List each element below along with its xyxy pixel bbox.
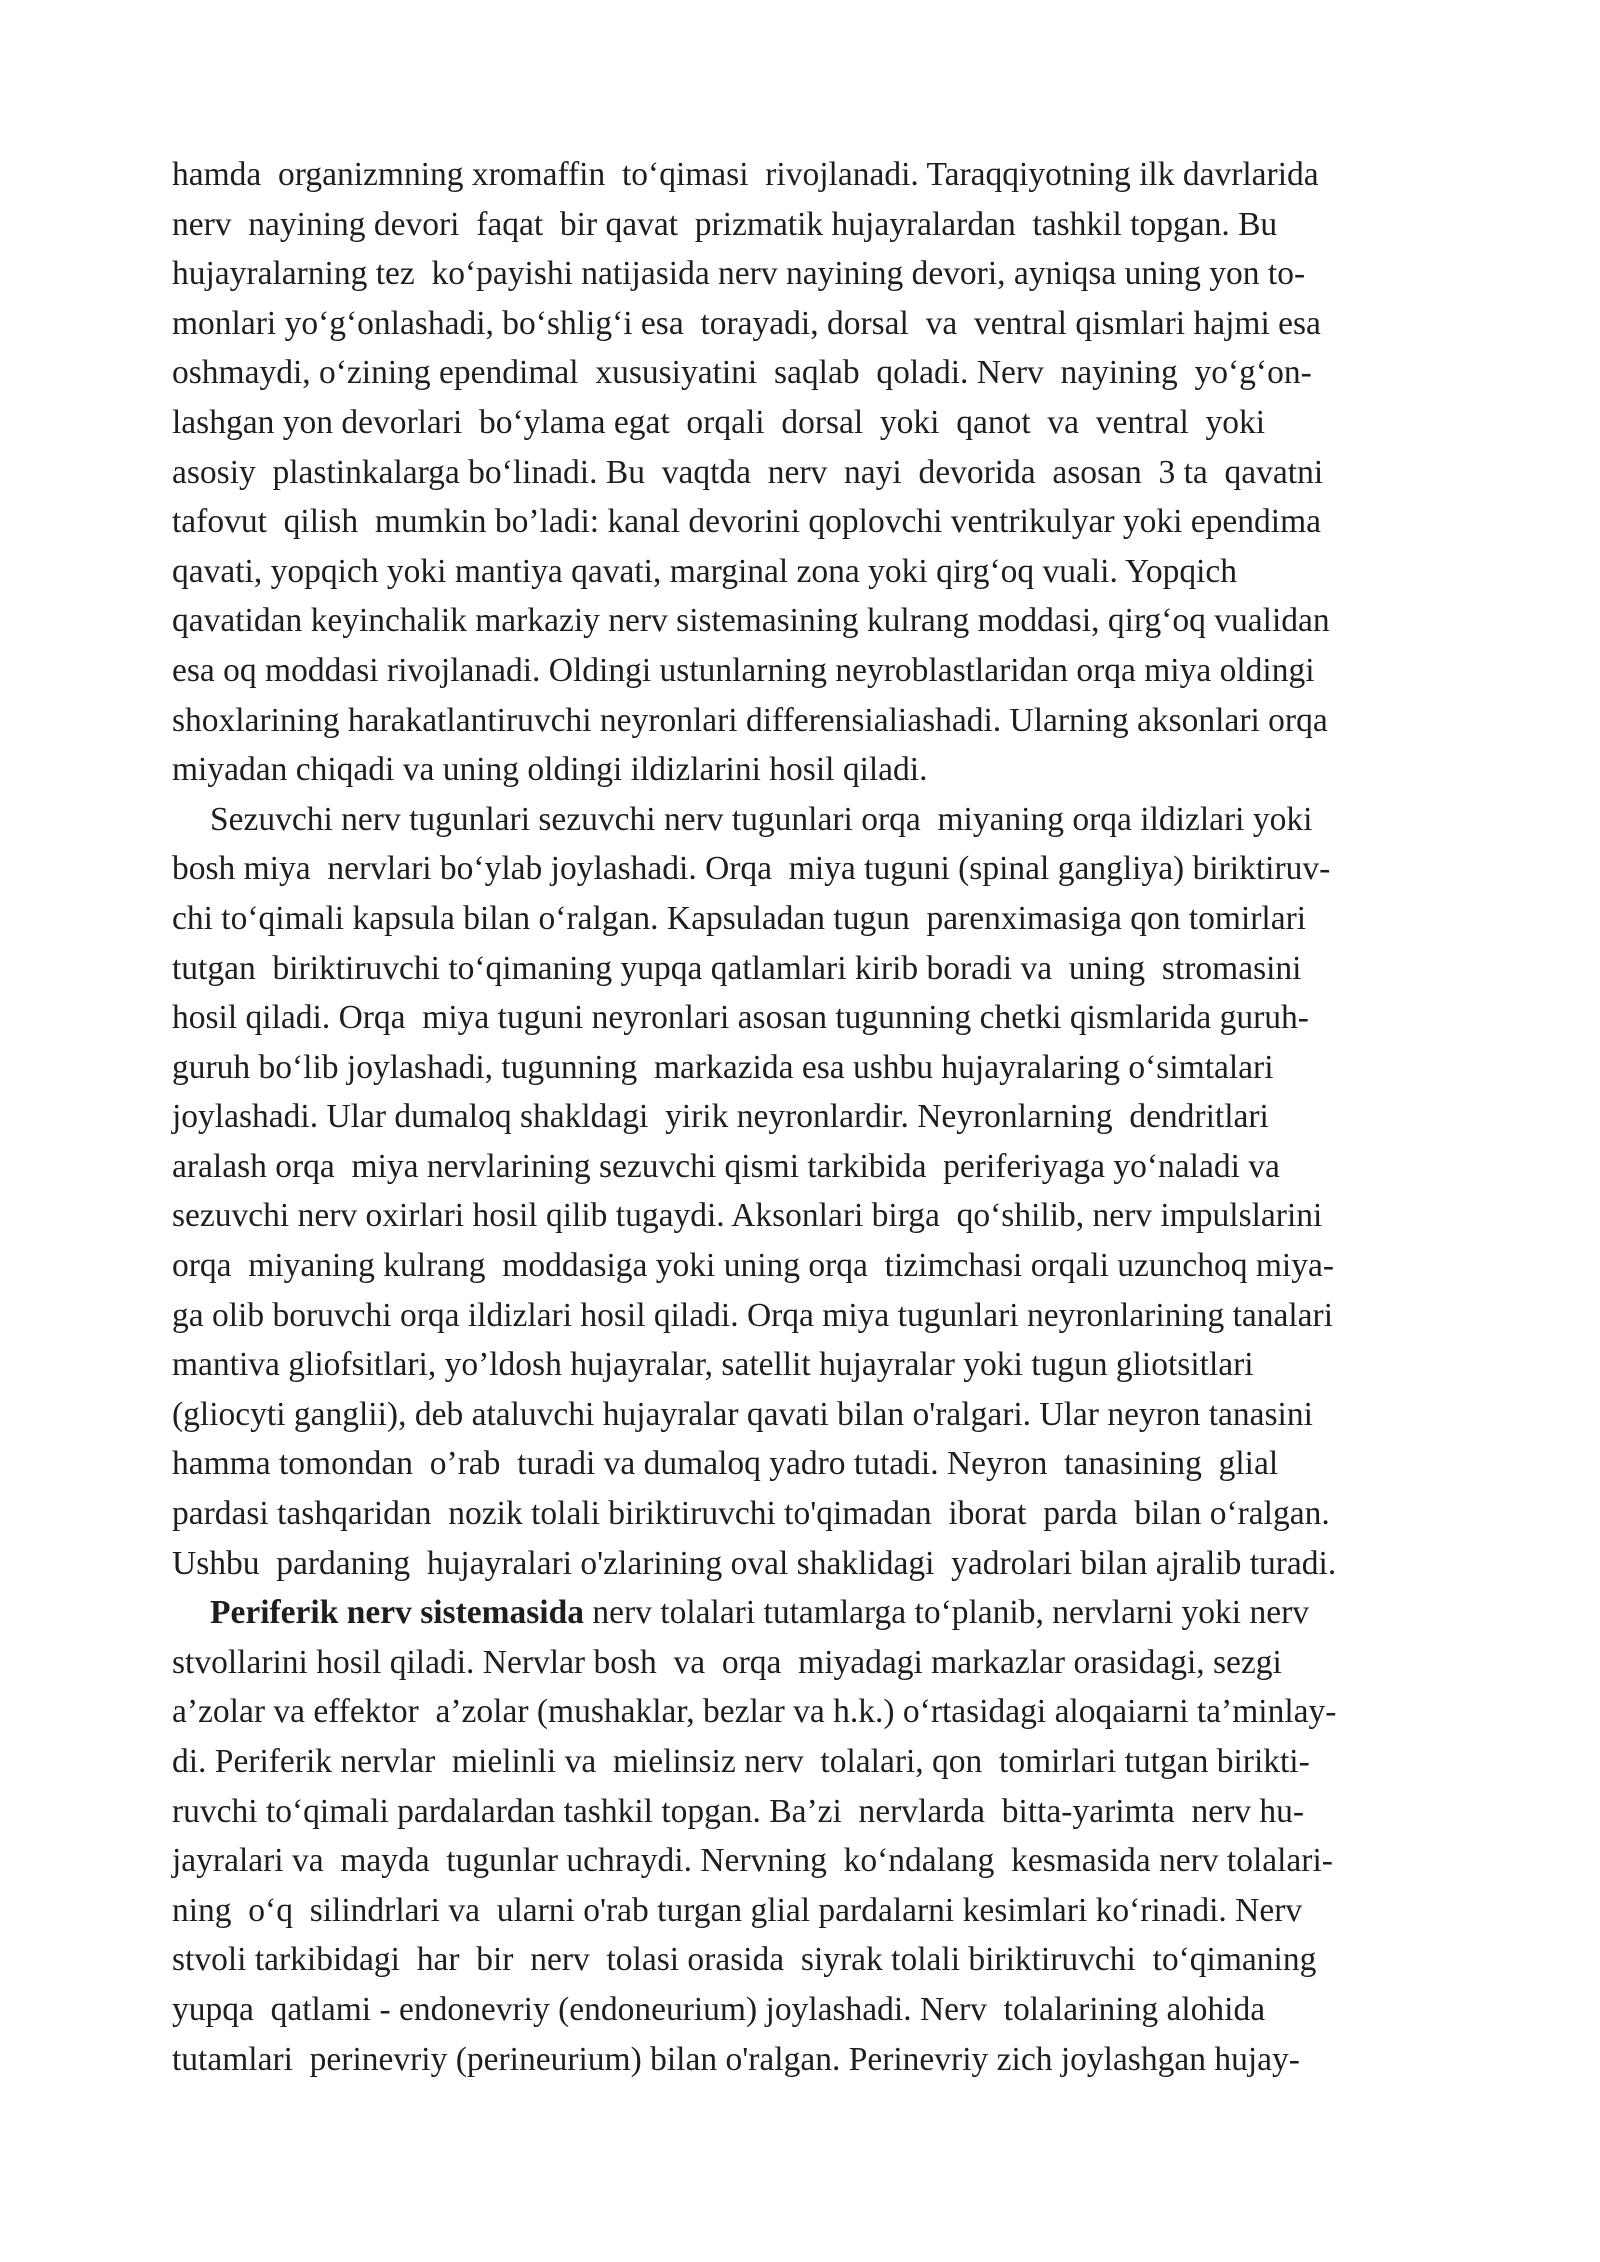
text-line: qavati, yopqich yoki mantiya qavati, marginal zona yoki qirg‘oq vuali. Yopqich (172, 552, 1237, 590)
text-line: mantiva gliofsitlari, yo’ldosh hujayralar, satellit hujayralar yoki tugun gliotsitlari (172, 1346, 1254, 1384)
text-line: pardasi tashqaridan nozik tolali biriktiruvchi to'qimadan iborat parda bilan o‘ralgan. (172, 1495, 1330, 1533)
text-line: tafovut qilish mumkin bo’ladi: kanal devorini qoplovchi ventrikulyar yoki ependima (172, 503, 1322, 541)
text-line: qavatidan keyinchalik markaziy nerv sistemasining kulrang moddasi, qirg‘oq vualidan (172, 602, 1330, 640)
bold-term: Periferik nerv sistemasida (210, 1594, 584, 1632)
text-line: jayralari va mayda tugunlar uchraydi. Nervning ko‘ndalang kesmasida nerv tolalari- (172, 1842, 1333, 1880)
text-line: aralash orqa miya nervlarining sezuvchi qismi tarkibida periferiyaga yo‘naladi va (172, 1147, 1280, 1185)
text-line: miyadan chiqadi va uning oldingi ildizlarini hosil qiladi. (172, 751, 928, 789)
text-line: hosil qiladi. Orqa miya tuguni neyronlari asosan tugunning chetki qismlarida guruh- (172, 999, 1309, 1037)
text-line: Ushbu pardaning hujayralari o'zlarining oval shaklidagi yadrolari bilan ajralib turadi. (172, 1544, 1337, 1582)
text-line: monlari yo‘g‘onlashadi, bo‘shlig‘i esa torayadi, dorsal va ventral qismlari hajmi esa (172, 304, 1321, 342)
text-line: Sezuvchi nerv tugunlari sezuvchi nerv tugunlari orqa miyaning orqa ildizlari yoki (210, 800, 1313, 838)
text-line: di. Periferik nervlar mielinli va mielinsiz nerv tolalari, qon tomirlari tutgan birikti- (172, 1743, 1310, 1780)
text-line: orqa miyaning kulrang moddasiga yoki uning orqa tizimchasi orqali uzunchoq miya- (172, 1247, 1334, 1285)
text-line: (gliocyti ganglii), deb ataluvchi hujayralar qavati bilan o'ralgari. Ular neyron tanasini (172, 1395, 1313, 1433)
paragraph-3 (172, 1588, 1495, 2084)
text-line (172, 1588, 1495, 1638)
text-line: sezuvchi nerv oxirlari hosil qilib tugaydi. Aksonlari birga qo‘shilib, nerv impulslarini (172, 1197, 1323, 1235)
text-line: hujayralarning tez ko‘payishi natijasida nerv nayining devori, ayniqsa uning yon to- (172, 255, 1306, 293)
text-line: oshmaydi, o‘zining ependimal xususiyatini saqlab qoladi. Nerv nayining yo‘g‘on- (172, 354, 1312, 392)
paragraph-1 (172, 150, 1495, 795)
text-line: chi to‘qimali kapsula bilan o‘ralgan. Kapsuladan tugun parenximasiga qon tomirlari (172, 899, 1307, 937)
text-line: asosiy plastinkalarga bo‘linadi. Bu vaqtda nerv nayi devorida asosan 3 ta qavatni (172, 453, 1324, 491)
text-line: a’zolar va effektor a’zolar (mushaklar, bezlar va h.k.) o‘rtasidagi aloqaiarni ta’minlay- (172, 1693, 1337, 1731)
text-line: guruh bo‘lib joylashadi, tugunning markazida esa ushbu hujayralaring o‘simtalari (172, 1048, 1274, 1086)
text-line: bosh miya nervlari bo‘ylab joylashadi. Orqa miya tuguni (spinal gangliya) biriktiruv- (172, 850, 1331, 888)
text-line: yupqa qatlami - endonevriy (endoneurium) joylashadi. Nerv tolalarining alohida (172, 1990, 1266, 2028)
text-line: lashgan yon devorlari bo‘ylama egat orqali dorsal yoki qanot va ventral yoki (172, 403, 1266, 441)
text-line: nerv nayining devori faqat bir qavat prizmatik hujayralardan tashkil topgan. Bu (172, 205, 1278, 243)
text-line: esa oq moddasi rivojlanadi. Oldingi ustunlarning neyroblastlaridan orqa miya oldingi (172, 651, 1315, 689)
text-line: stvoli tarkibidagi har bir nerv tolasi orasida siyrak tolali biriktiruvchi to‘qimaning (172, 1941, 1317, 1979)
text-line: hamma tomondan o’rab turadi va dumaloq yadro tutadi. Neyron tanasining glial (172, 1445, 1279, 1483)
text-line: joylashadi. Ular dumaloq shakldagi yirik neyronlardir. Neyronlarning dendritlari (172, 1098, 1269, 1136)
text-line: ning o‘q silindrlari va ularni o'rab turgan glial pardalarni kesimlari ko‘rinadi. Nerv (172, 1891, 1303, 1929)
text-line: tutamlari perinevriy (perineurium) bilan o'ralgan. Perinevriy zich joylashgan hujay- (172, 2040, 1300, 2078)
text-line: stvollarini hosil qiladi. Nervlar bosh va orqa miyadagi markazlar orasidagi, sezgi (172, 1643, 1282, 1681)
text-line: ruvchi to‘qimali pardalardan tashkil topgan. Ba’zi nervlarda bitta-yarimta nerv hu- (172, 1792, 1305, 1830)
text-line: tutgan biriktiruvchi to‘qimaning yupqa qatlamlari kirib boradi va uning stromasini (172, 949, 1302, 987)
text-line: hamda organizmning xromaffin to‘qimasi rivojlanadi. Taraqqiyotning ilk davrlarida (172, 156, 1319, 193)
text-line: ga olib boruvchi orqa ildizlari hosil qiladi. Orqa miya tugunlari neyronlarining tanalari (172, 1296, 1334, 1334)
paragraph-2 (172, 795, 1495, 1589)
text-line: shoxlarining harakatlantiruvchi neyronlari differensialiashadi. Ularning aksonlari orqa (172, 701, 1328, 739)
text-run: nerv tolalari tutamlarga to‘planib, nervlarni yoki nerv (584, 1594, 1309, 1632)
